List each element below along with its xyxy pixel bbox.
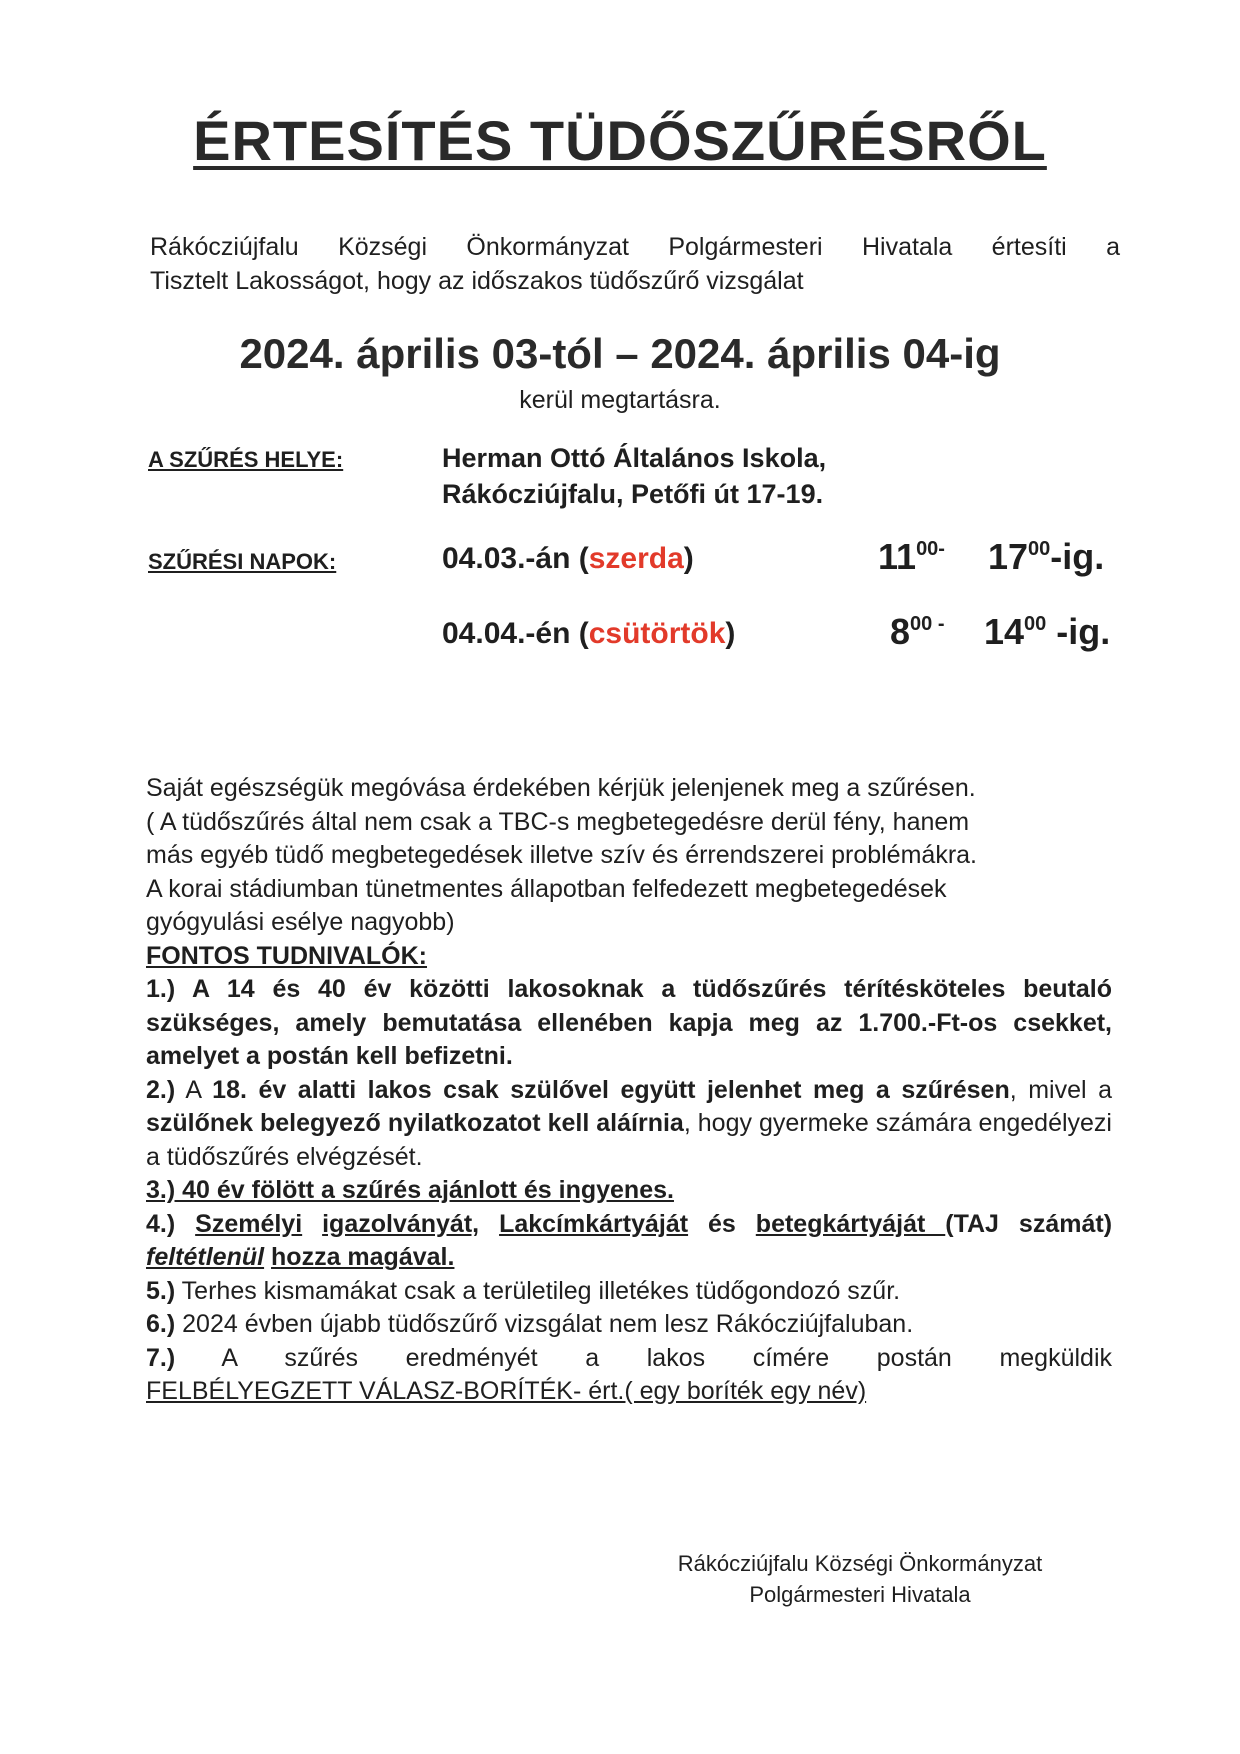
day-1-start-time — [878, 536, 945, 578]
document-title — [0, 108, 1240, 173]
notice-item-5 — [146, 1275, 1112, 1309]
day-1 — [442, 542, 694, 576]
item-number: 7.) — [146, 1343, 176, 1372]
item-text: betegkártyáját — [755, 1209, 946, 1238]
location-label: A SZŰRÉS HELYE: — [148, 447, 344, 472]
item-number: 4.) — [146, 1209, 176, 1238]
day-1-start-hour: 11 — [878, 536, 917, 577]
location-line: Rákócziújfalu, Petőfi út 17-19. — [442, 479, 824, 509]
day-1-end-min: 00 — [1028, 538, 1051, 560]
day-2-date: 04.04.-én ( — [442, 617, 589, 650]
paragraph-line: gyógyulási esélye nagyobb) — [146, 908, 455, 936]
item-text: A 14 és 40 év közötti lakosoknak a tüdőszűrés térítésköteles beutaló szükséges, amely bemutatása ellenében kapja meg az 1.700.-Ft-os csekket, amelyet a postán kell befizetni. — [146, 975, 1112, 1070]
day-1-end-hour: 17 — [988, 536, 1029, 577]
location-line: Herman Ottó Általános Iskola, — [442, 443, 827, 473]
day-1-start-min: 00- — [916, 538, 945, 560]
day-2-start-time — [890, 611, 945, 653]
day-2-end-suffix: -ig. — [1046, 611, 1111, 652]
day-1-close: ) — [683, 542, 694, 575]
item-number: 6.) — [146, 1310, 176, 1338]
notice-item-7-cont — [146, 1375, 1112, 1409]
signature-line: Polgármesteri Hivatala — [749, 1582, 971, 1607]
day-2-start-hour: 8 — [890, 611, 911, 652]
item-text: , hogy gyermeke számára engedélyezi a tüdőszűrés elvégzését. — [146, 1109, 1112, 1171]
item-number: 1.) — [146, 975, 176, 1003]
document-title-text: ÉRTESÍTÉS TÜDŐSZŰRÉSRŐL — [193, 109, 1047, 172]
screening-dates: 2024. április 03-tól – 2024. április 04-ig — [239, 330, 1001, 377]
day-2-end-hour: 14 — [984, 611, 1025, 652]
intro-paragraph — [150, 230, 1120, 298]
paragraph-line: ( A tüdőszűrés által nem csak a TBC-s megbetegedésre derül fény, hanem — [146, 807, 970, 836]
signature-line: Rákócziújfalu Községi Önkormányzat — [677, 1551, 1043, 1576]
item-text: 2024 évben újabb tüdőszűrő vizsgálat nem lesz Rákócziújfaluban. — [175, 1310, 914, 1338]
item-text: hozza magával. — [271, 1243, 455, 1271]
day-1-end-time — [988, 536, 1104, 578]
intro-line: Tisztelt Lakosságot, hogy az időszakos tüdőszűrő vizsgálat — [150, 267, 804, 295]
notice-item-7 — [146, 1342, 1112, 1376]
item-text-bold: szülőnek belegyező nyilatkozatot kell aláírnia — [146, 1109, 684, 1137]
day-2 — [442, 617, 735, 651]
item-text: igazolványát, — [322, 1209, 480, 1238]
item-text: A — [175, 1075, 213, 1104]
item-text-bold: 18. év alatti lakos csak szülővel együtt jelenhet meg a szűrésen — [212, 1075, 1010, 1104]
day-2-end-min: 00 — [1024, 613, 1047, 635]
item-text: FELBÉLYEGZETT VÁLASZ-BORÍTÉK- ért.( egy boríték egy név) — [146, 1377, 867, 1405]
item-text: Lakcímkártyáját — [499, 1209, 689, 1238]
day-2-close: ) — [725, 617, 736, 650]
important-heading: FONTOS TUDNIVALÓK: — [146, 941, 428, 970]
notice-item-4 — [146, 1208, 1112, 1275]
location-address — [442, 440, 826, 512]
notice-item-1 — [146, 973, 1112, 1074]
item-text-bold: 3.) 40 év fölött a szűrés ajánlott és ingyenes. — [146, 1176, 674, 1204]
day-2-end-time — [984, 611, 1110, 653]
item-text: A szűrés eredményét a lakos címére postán megküldik — [175, 1343, 1112, 1372]
item-text: feltétlenül — [146, 1243, 265, 1271]
paragraph-line: Saját egészségük megóvása érdekében kérjük jelenjenek meg a szűrésen. — [146, 774, 976, 802]
day-2-start-min: 00 - — [910, 613, 945, 635]
day-2-weekday: csütörtök — [588, 617, 726, 650]
day-1-end-suffix: -ig. — [1050, 536, 1105, 577]
item-text: és — [708, 1209, 736, 1238]
notice-item-6 — [146, 1308, 1112, 1342]
days-label: SZŰRÉSI NAPOK: — [148, 549, 337, 574]
item-number: 5.) — [146, 1276, 176, 1305]
item-number: 2.) — [146, 1075, 176, 1104]
paragraph-line: A korai stádiumban tünetmentes állapotban felfedezett megbetegedések — [146, 874, 947, 903]
held-text: kerül megtartásra. — [519, 386, 721, 414]
day-1-date: 04.03.-án ( — [442, 542, 589, 575]
paragraph-line: más egyéb tüdő megbetegedések illetve szív és érrendszerei problémákra. — [146, 841, 977, 869]
notice-item-3 — [146, 1174, 1112, 1208]
intro-line: Rákócziújfalu Községi Önkormányzat Polgármesteri Hivatala értesíti a — [150, 233, 1120, 261]
item-text: (TAJ — [945, 1209, 999, 1238]
item-text: számát) — [1018, 1209, 1113, 1238]
item-text: Terhes kismamákat csak a területileg illetékes tüdőgondozó szűr. — [175, 1276, 901, 1305]
body-text — [146, 772, 1112, 1409]
notice-item-2 — [146, 1074, 1112, 1175]
day-1-weekday: szerda — [588, 542, 684, 575]
item-text: Személyi — [195, 1209, 303, 1238]
item-text: , mivel a — [1009, 1075, 1112, 1104]
signature — [580, 1548, 1140, 1610]
